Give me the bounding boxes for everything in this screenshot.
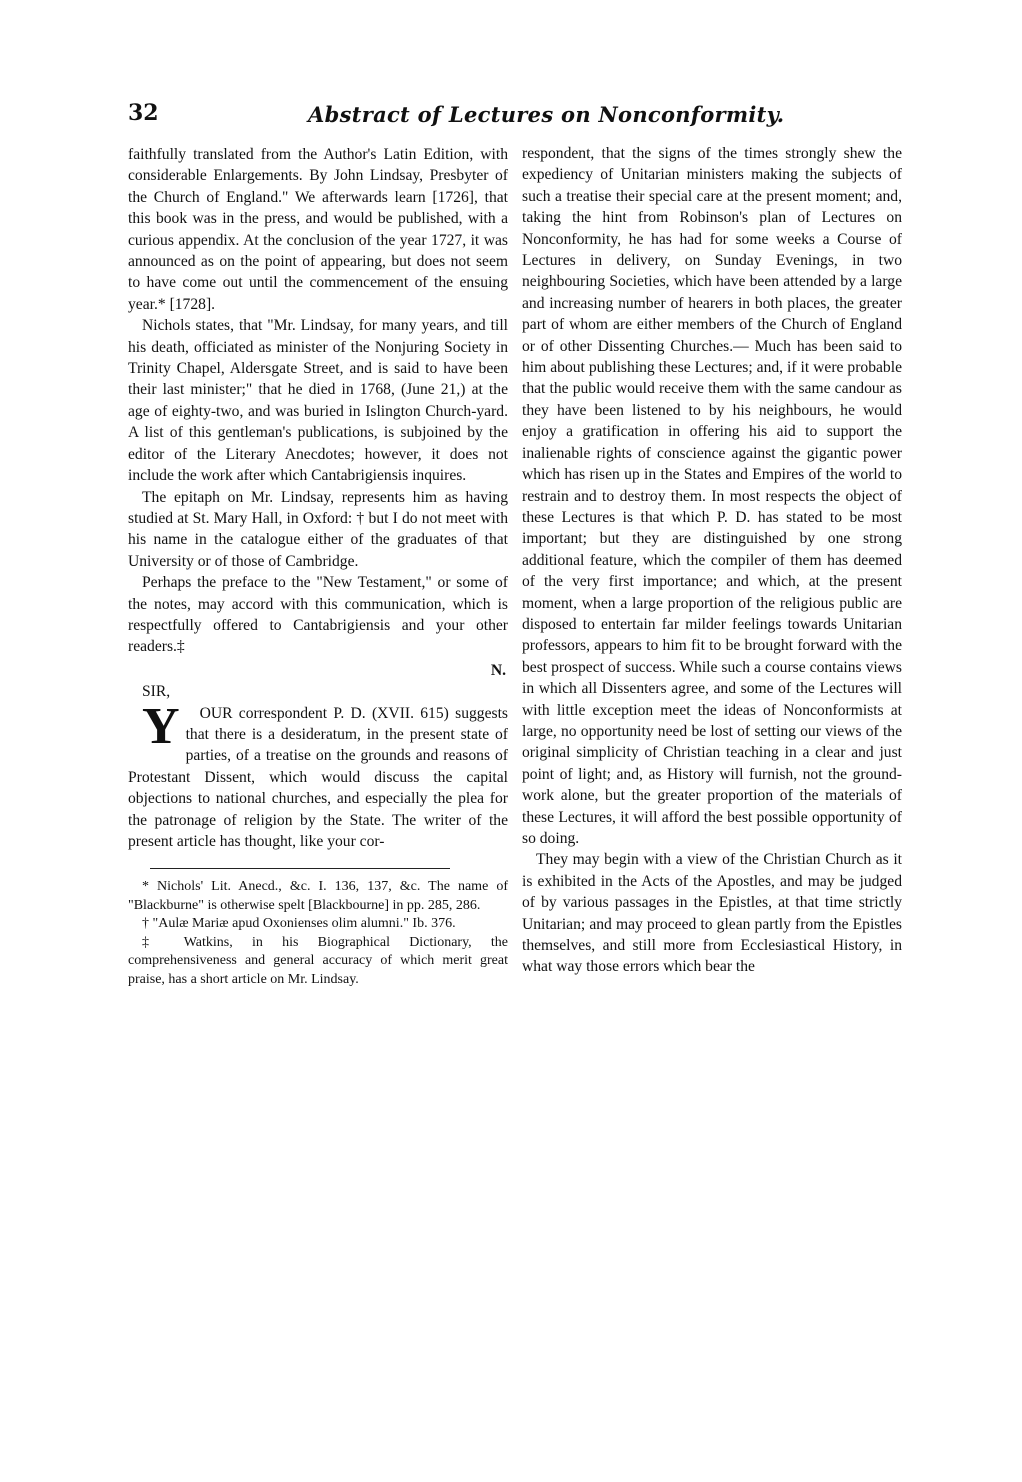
- page-header: [128, 100, 908, 134]
- footnotes: [128, 878, 508, 989]
- paragraph-text: OUR correspondent P. D. (XVII. 615) suggests that there is a desideratum, in the present state of parties, of a treatise on the grounds and reasons of Protestant Dissent, which would discuss the capital objections to national churches, and especially the plea for the patronage of religion by the State. The writer of the present article has thought, like your cor-: [128, 704, 508, 850]
- footnote: ‡ Watkins, in his Biographical Dictionary, the comprehensiveness and general accuracy of which merit great praise, has a short article on Mr. Lindsay.: [128, 934, 508, 987]
- paragraph: faithfully translated from the Author's Latin Edition, with considerable Enlargements. By John Lindsay, Presbyter of the Church of England." We afterwards learn [1726], that this book was in the press, and would be published, with a curious appendix. At the conclusion of the year 1727, it was announced as on the point of appearing, but does not seem to have come out until the commencement of the ensuing year.* [1728].: [128, 146, 508, 313]
- right-column: [522, 143, 902, 978]
- footnote: * Nichols' Lit. Anecd., &c. I. 136, 137, &c. The name of "Blackburne" is otherwise spelt [Blackbourne] in pp. 285, 286.: [128, 879, 508, 913]
- running-title: Abstract of Lectures on Nonconformity.: [308, 102, 785, 127]
- paragraph: The epitaph on Mr. Lindsay, represents him as having studied at St. Mary Hall, in Oxford: † but I do not meet with his name in the catalogue either of the graduates of that University or of those of Cambridge.: [128, 488, 508, 570]
- paragraph: [128, 697, 508, 853]
- footnote-divider: [150, 868, 450, 870]
- paragraph: They may begin with a view of the Christian Church as it is exhibited in the Acts of the Apostles, and may be judged of by various passages in the Epistles, at that time strictly Unitarian; and may proceed to glean partly from the Epistles themselves, and still more from Ecclesiastical History, in what way those errors which bear the: [522, 851, 902, 976]
- paragraph: Perhaps the preface to the "New Testament," or some of the notes, may accord with this communication, which is respectfully offered to Cantabrigiensis and your other readers.‡: [128, 574, 508, 656]
- paragraph: respondent, that the signs of the times strongly shew the expediency of Unitarian ministers making the subjects of such a treatise their special care at the present moment; and, taking the hint from Robinson's plan of Lectures on Nonconformity, he has had for some weeks a Course of Lectures in delivery, on Sunday Evenings, in two neighbouring Societies, which have been attended by a large and increasing number of hearers in both places, the greater part of whom are either members of the Church of England or of other Dissenting Churches.— Much has been said to him about publishing these Lectures; and, if it were probable that the public would receive them with the same candour as they have been listened to by his neighbours, he would enjoy a gratification in offering his aid to support the inalienable rights of conscience against the gigantic power which has risen up in the States and Empires of the world to restrain and to destroy them. In most respects the object of these Lectures is that which P. D. has stated to be most important; but they are distinguished by one strong additional feature, which the compiler of them has deemed of the very first importance; and which, at the present moment, when a large proportion of the religious public are disposed to entertain far milder feelings towards Unitarian professors, appears to him fit to be brought forward with the best prospect of success. While such a course contains views in which all Dissenters agree, and some of the Lectures will with little exception meet the ideas of Nonconformists at large, no opportunity need be lost of setting our views of the original simplicity of Christian teaching in a clear and just point of light; and, as History will furnish, not the ground-work alone, but the greater proportion of the materials of these Lectures, it will afford the best possible opportunity of so doing.: [522, 145, 902, 847]
- page-number: 32: [128, 100, 159, 126]
- salutation: SIR,: [142, 683, 171, 701]
- footnote: † "Aulæ Mariæ apud Oxonienses olim alumni." Ib. 376.: [142, 916, 456, 932]
- paragraph: Nichols states, that "Mr. Lindsay, for many years, and till his death, officiated as minister of the Nonjuring Society in Trinity Chapel, Aldersgate Street, and is said to have been their last minister;" that he died in 1768, (June 21,) at the age of eighty-two, and was buried in Islington Church-yard. A list of this gentleman's publications, is subjoined by the editor of the Literary Anecdotes; however, it does not include the work after which Cantabrigiensis inquires.: [128, 317, 508, 485]
- left-column: [128, 144, 508, 989]
- signature: N.: [490, 661, 506, 679]
- drop-cap: Y: [142, 697, 180, 755]
